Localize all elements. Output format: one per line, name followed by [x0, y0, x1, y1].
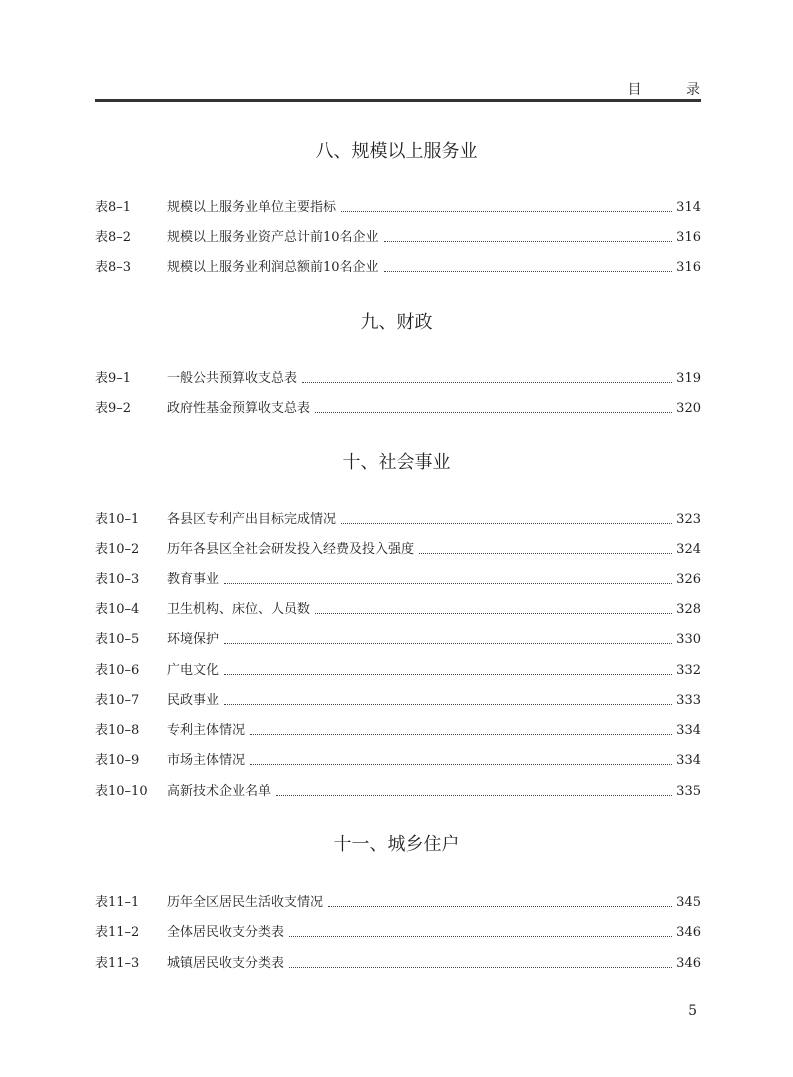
entry-title: 各县区专利产出目标完成情况 [167, 512, 337, 527]
entry-label: 表10–10 [95, 784, 148, 799]
dot-leader [250, 733, 672, 735]
entry-page: 332 [676, 663, 701, 678]
entry-title: 市场主体情况 [167, 753, 246, 768]
toc-entry[interactable] [95, 508, 701, 528]
toc-entry[interactable] [95, 749, 701, 769]
entry-title: 一般公共预算收支总表 [167, 371, 298, 386]
entry-title: 规模以上服务业单位主要指标 [167, 200, 337, 215]
entry-page: 330 [676, 632, 701, 647]
entry-label: 表10–6 [95, 663, 140, 678]
dot-leader [224, 582, 672, 584]
dot-leader [302, 381, 672, 383]
entry-page: 334 [676, 753, 701, 768]
entry-page: 345 [676, 895, 701, 910]
entry-page: 333 [676, 693, 701, 708]
entry-label: 表10–1 [95, 512, 140, 527]
entry-label: 表10–2 [95, 542, 140, 557]
dot-leader [250, 763, 672, 765]
toc-entry[interactable] [95, 689, 701, 709]
entry-title: 历年各县区全社会研发投入经费及投入强度 [167, 542, 415, 557]
section-title: 十一、城乡住户 [333, 834, 460, 855]
dot-leader [384, 270, 673, 272]
dot-leader [224, 703, 672, 705]
dot-leader [276, 794, 672, 796]
entry-title: 历年全区居民生活收支情况 [167, 895, 324, 910]
entry-page: 346 [676, 925, 701, 940]
toc-entry[interactable] [95, 628, 701, 648]
entry-page: 334 [676, 723, 701, 738]
toc-entry[interactable] [95, 538, 701, 558]
toc-entry[interactable] [95, 226, 701, 246]
entry-title: 全体居民收支分类表 [167, 925, 285, 940]
entry-title: 教育事业 [167, 572, 220, 587]
toc-entry[interactable] [95, 891, 701, 911]
entry-title: 规模以上服务业资产总计前10名企业 [167, 230, 379, 245]
toc-entry[interactable] [95, 568, 701, 588]
toc-entry[interactable] [95, 719, 701, 739]
entry-title: 广电文化 [167, 663, 220, 678]
toc-entry[interactable] [95, 367, 701, 387]
entry-label: 表10–9 [95, 753, 140, 768]
dot-leader [289, 966, 672, 968]
entry-label: 表11–3 [95, 956, 140, 971]
section-title: 十、社会事业 [342, 452, 451, 473]
entry-title: 专利主体情况 [167, 723, 246, 738]
entry-label: 表9–1 [95, 371, 132, 386]
toc-entry[interactable] [95, 598, 701, 618]
dot-leader [315, 612, 672, 614]
section-title: 九、财政 [360, 312, 433, 333]
dot-leader [315, 411, 672, 413]
dot-leader [341, 522, 672, 524]
header-title: 目 录 [627, 82, 720, 98]
entry-label: 表8–3 [95, 260, 132, 275]
dot-leader [224, 673, 672, 675]
entry-page: 335 [676, 784, 701, 799]
section-title: 八、规模以上服务业 [315, 141, 478, 162]
dot-leader [341, 210, 672, 212]
entry-title: 卫生机构、床位、人员数 [167, 602, 311, 617]
entry-page: 346 [676, 956, 701, 971]
entry-title: 环境保护 [167, 632, 220, 647]
entry-title: 规模以上服务业利润总额前10名企业 [167, 260, 379, 275]
entry-page: 314 [676, 200, 701, 215]
entry-page: 316 [676, 260, 701, 275]
toc-entry[interactable] [95, 196, 701, 216]
toc-entry[interactable] [95, 780, 701, 800]
page-number: 5 [688, 1003, 697, 1019]
entry-page: 320 [676, 401, 701, 416]
entry-label: 表9–2 [95, 401, 132, 416]
entry-label: 表10–8 [95, 723, 140, 738]
entry-label: 表11–1 [95, 895, 140, 910]
entry-label: 表10–3 [95, 572, 140, 587]
dot-leader [289, 935, 672, 937]
toc-entry[interactable] [95, 659, 701, 679]
dot-leader [384, 240, 673, 242]
entry-page: 316 [676, 230, 701, 245]
entry-label: 表10–4 [95, 602, 140, 617]
toc-entry[interactable] [95, 921, 701, 941]
entry-page: 328 [676, 602, 701, 617]
entry-label: 表11–2 [95, 925, 140, 940]
dot-leader [419, 552, 672, 554]
toc-entry[interactable] [95, 256, 701, 276]
entry-page: 326 [676, 572, 701, 587]
dot-leader [328, 905, 672, 907]
dot-leader [224, 642, 672, 644]
entry-title: 高新技术企业名单 [167, 784, 272, 799]
entry-label: 表10–7 [95, 693, 140, 708]
toc-entry[interactable] [95, 397, 701, 417]
entry-page: 319 [676, 371, 701, 386]
entry-label: 表8–1 [95, 200, 132, 215]
entry-title: 政府性基金预算收支总表 [167, 401, 311, 416]
toc-entry[interactable] [95, 952, 701, 972]
entry-title: 城镇居民收支分类表 [167, 956, 285, 971]
entry-label: 表10–5 [95, 632, 140, 647]
entry-page: 324 [676, 542, 701, 557]
entry-page: 323 [676, 512, 701, 527]
header-rule [95, 99, 701, 102]
entry-label: 表8–2 [95, 230, 132, 245]
entry-title: 民政事业 [167, 693, 220, 708]
